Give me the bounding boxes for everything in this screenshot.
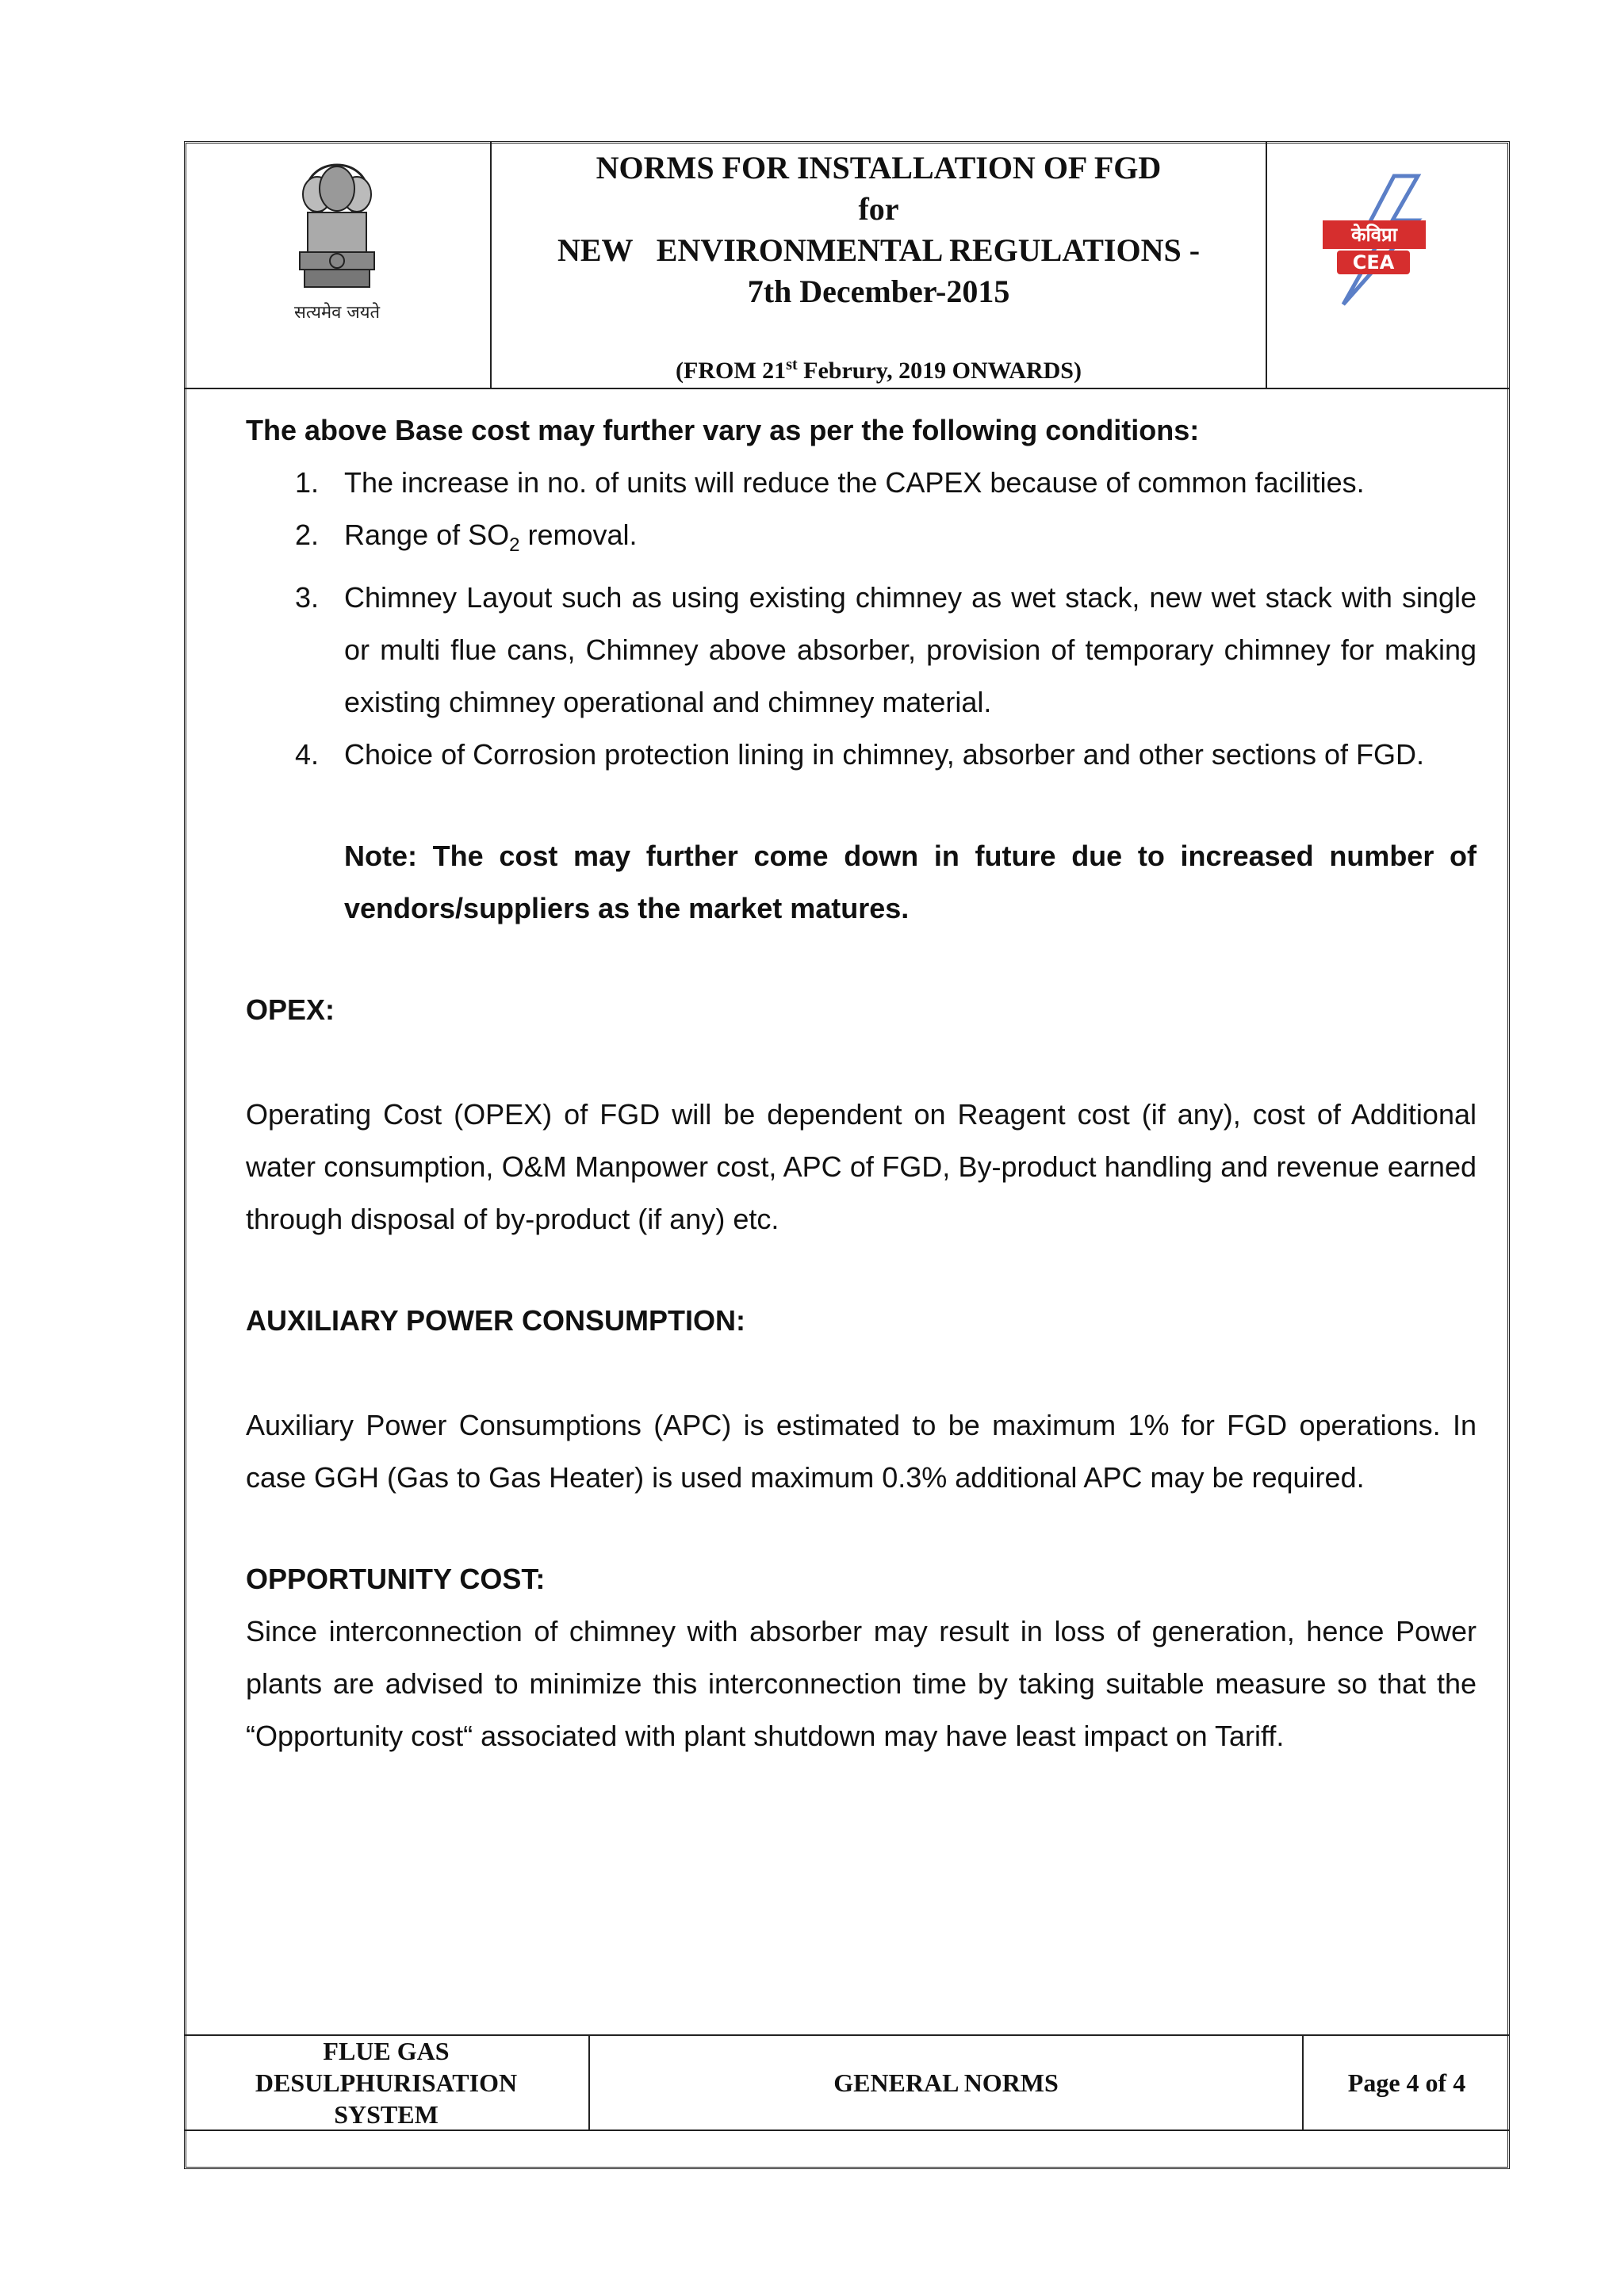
document-body [246, 404, 1477, 1762]
title-line-4: 7th December-2015 [747, 274, 1010, 309]
list-item: 4. Choice of Corrosion protection lining in chimney, absorber and other sections of FGD. [295, 738, 1425, 771]
document-footer [184, 2034, 1510, 2131]
emblem-cell [184, 141, 492, 388]
footer-system-name: FLUE GAS DESULPHURISATION SYSTEM [184, 2036, 590, 2130]
opex-heading: OPEX: [246, 993, 335, 1027]
title-line-2: for [858, 191, 899, 227]
emblem-motto: सत्यमेव जयते [293, 303, 381, 323]
document-header [184, 141, 1510, 389]
national-emblem-icon [278, 159, 396, 297]
logo-cell [1267, 141, 1510, 388]
apc-text: Auxiliary Power Consumptions (APC) is estimated to be maximum 1% for FGD operations. In case GGH (Gas to Gas Heater) is used maximum 0.3% additional APC may be required. [246, 1409, 1477, 1494]
effective-date: (FROM 21st Februry, 2019 ONWARDS) [676, 356, 1082, 384]
page-number: Page 4 of 4 [1347, 2068, 1466, 2097]
list-item: 1. The increase in no. of units will reduce the CAPEX because of common facilities. [295, 466, 1365, 499]
list-item: 3. Chimney Layout such as using existing chimney as wet stack, new wet stack with single or multi flue cans, Chimney above absorber, provision of temporary chimney for making existing chimney operational and chimney material. [295, 581, 1477, 719]
title-cell [492, 141, 1267, 388]
opex-text: Operating Cost (OPEX) of FGD will be dependent on Reagent cost (if any), cost of Additional water consumption, O&M Manpower cost, APC of FGD, By-product handling and revenue earned through disposal of by-product (if any) etc. [246, 1098, 1477, 1236]
list-item: 2. Range of $SO_2$ removal. [295, 519, 638, 557]
cea-logo-icon [1299, 173, 1450, 308]
logo-text-cea: CEA [1352, 251, 1395, 274]
title-line-3: NEW ENVIRONMENTAL REGULATIONS - [557, 232, 1201, 268]
logo-text-hindi: केविप्रा [1351, 224, 1397, 246]
title-line-1: NORMS FOR INSTALLATION OF FGD [596, 150, 1162, 186]
conditions-list [246, 457, 1477, 781]
intro-text: The above Base cost may further vary as per the following conditions: [246, 414, 1200, 446]
opportunity-text: Since interconnection of chimney with absorber may result in loss of generation, hence Power plants are advised to minimize this interconnection time by taking suitable measure so that the “Opportunity cost“ associated with plant shutdown may have least impact on Tariff. [246, 1615, 1477, 1753]
footer-section-name: GENERAL NORMS [590, 2036, 1304, 2130]
note-text: Note: The cost may further come down in future due to increased number of vendors/suppliers as the market matures. [344, 840, 1477, 925]
apc-heading: AUXILIARY POWER CONSUMPTION: [246, 1304, 746, 1337]
opportunity-heading: OPPORTUNITY COST: [246, 1563, 546, 1596]
